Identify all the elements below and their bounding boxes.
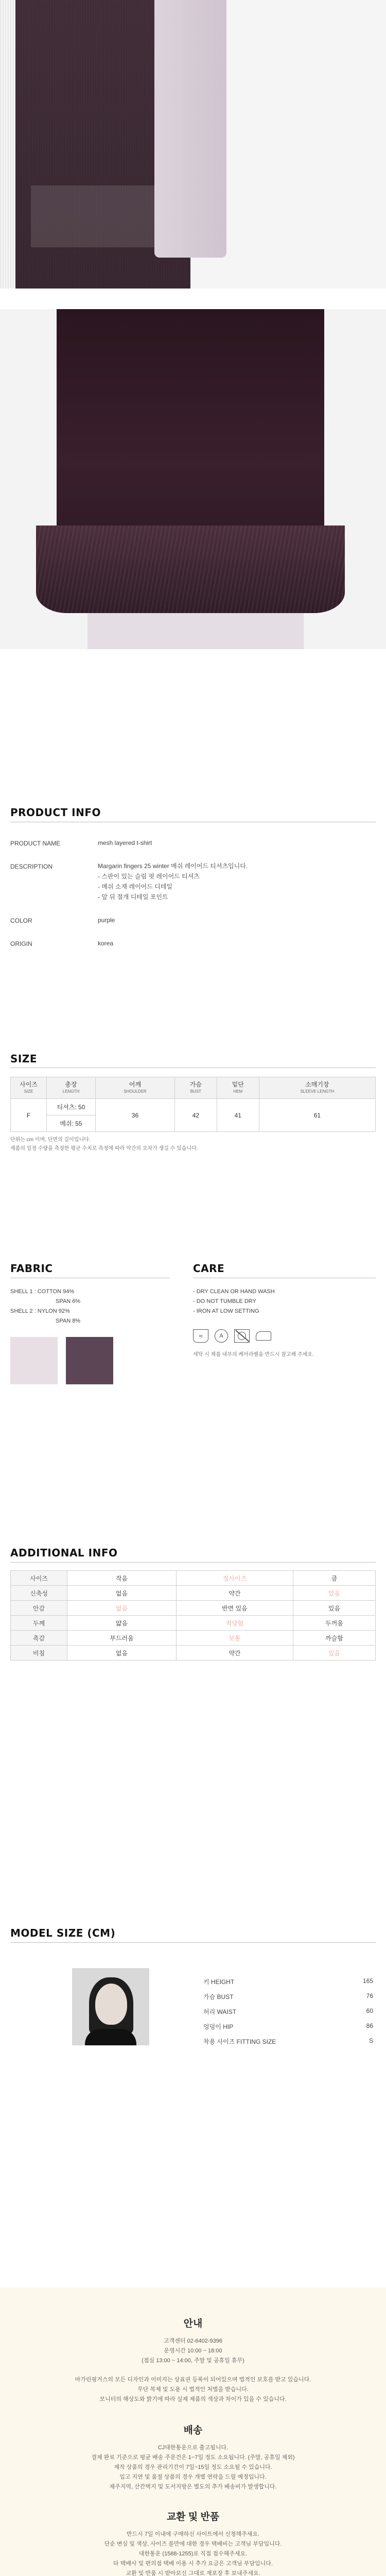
care-note: 세탁 시 제품 내부의 케어라벨을 반드시 참고해 주세요. <box>193 1352 314 1358</box>
additional-info-option: 적당함 <box>176 1616 293 1631</box>
additional-info-option: 반면 있음 <box>176 1601 293 1616</box>
fabric-title: FABRIC <box>10 1262 53 1275</box>
additional-info-option: 없음 <box>67 1601 177 1616</box>
additional-info-row <box>11 1646 376 1660</box>
additional-info-option: 약간 <box>176 1586 293 1601</box>
size-note: 제품의 일정 수량을 측정한 평균 수치로 측정에 따라 약간의 오차가 생길 수 있습니다. <box>10 1146 198 1151</box>
fabric-line: SPAN 8% <box>56 1318 81 1324</box>
sleeve-value: 61 <box>259 1099 375 1132</box>
additional-info-option: 있음 <box>293 1601 375 1616</box>
additional-info-option: 없음 <box>67 1586 177 1601</box>
exchange-title: 교환 및 반품 <box>166 2512 220 2522</box>
length-value: 메쉬: 55 <box>47 1115 96 1132</box>
additional-info-option: 약간 <box>176 1646 293 1660</box>
model-row: 가슴 BUST 76 <box>203 1992 373 2001</box>
sleeve <box>154 0 226 258</box>
divider <box>10 1942 376 1943</box>
info-value: korea <box>98 940 114 947</box>
bust-value: 42 <box>174 1099 217 1132</box>
fabric-swatch-shell-2 <box>66 1337 113 1384</box>
size-header: 사이즈 SIZE <box>11 1077 47 1099</box>
additional-info-option: 두꺼움 <box>293 1616 375 1631</box>
size-title: SIZE <box>10 1053 38 1065</box>
mesh-texture <box>36 526 345 613</box>
sleeve-header: 소매기장 SLEEVE LENGTH <box>259 1077 375 1099</box>
model-photo <box>72 1968 149 2045</box>
additional-info-table <box>10 1570 376 1660</box>
fabric-line: SHELL 2 : NYLON 92% <box>10 1308 70 1314</box>
additional-info-label: 안감 <box>11 1601 67 1616</box>
shoulder-value: 36 <box>96 1099 175 1132</box>
product-photo-1 <box>0 0 386 289</box>
hem-header: 밑단 HEM <box>217 1077 259 1099</box>
care-line: - DRY CLEAN OR HAND WASH <box>193 1289 275 1295</box>
dry-clean-icon: A <box>215 1329 228 1343</box>
info-label: ORIGIN <box>10 940 32 947</box>
size-value: F <box>11 1099 47 1132</box>
additional-info-option: 보통 <box>176 1631 293 1646</box>
additional-info-row <box>11 1601 376 1616</box>
additional-info-option: 작음 <box>67 1571 177 1586</box>
divider <box>10 1067 376 1068</box>
guide-title: 안내 <box>183 2318 203 2329</box>
model-row: 허리 WAIST 60 <box>203 2007 373 2015</box>
additional-info-option: 없음 <box>67 1646 177 1660</box>
size-note: 단위는 cm 이며, 단면의 길이입니다. <box>10 1137 91 1143</box>
additional-info-option: 있음 <box>293 1586 375 1601</box>
additional-info-label: 비침 <box>11 1646 67 1660</box>
info-label: COLOR <box>10 917 32 924</box>
info-value: purple <box>98 917 115 924</box>
size-table <box>10 1077 376 1132</box>
length-value: 티셔츠: 50 <box>47 1099 96 1115</box>
additional-info-row <box>11 1571 376 1586</box>
hand-wash-icon: ≈ <box>193 1329 208 1343</box>
fabric-line: SPAN 6% <box>56 1298 81 1304</box>
guide-text: 고객센터 02-6402-9396 운영시간 10:00 ~ 18:00 (점심 13:00 ~ 14:00, 주말 및 공휴일 휴무) <box>142 2338 244 2364</box>
care-line: - IRON AT LOW SETTING <box>193 1308 259 1314</box>
shoulder-header: 어깨 SHOULDER <box>96 1077 175 1099</box>
product-info-title: PRODUCT INFO <box>10 806 101 819</box>
iron-low-icon <box>256 1329 271 1343</box>
info-value: Margarin fingers 25 winter 메쉬 레이어드 티셔츠입니다. - 스판이 있는 슬림 핏 레이어드 티셔츠 - 메쉬 소재 레이어드 디테일 - 앞 뒤 절개 디테일 포인트 <box>98 862 248 901</box>
mesh-hem <box>31 185 165 247</box>
model-size-list <box>203 1977 373 2052</box>
additional-info-label: 신축성 <box>11 1586 67 1601</box>
info-value: mesh layered t-shirt <box>98 839 152 846</box>
additional-info-option: 있음 <box>293 1646 375 1660</box>
additional-info-option: 얇음 <box>67 1616 177 1631</box>
model-shirt <box>85 2029 136 2045</box>
additional-info-row <box>11 1616 376 1631</box>
additional-info-title: ADDITIONAL INFO <box>10 1547 118 1559</box>
model-row: 착용 사이즈 FITTING SIZE S <box>203 2037 373 2045</box>
exchange-text: 반드시 7일 이내에 구매하신 사이트에서 신청해주세요. 단순 변심 및 색상, 사이즈 불만에 대한 경우 택배비는 고객님 부담입니다. 대한통운 (1588-1255)로 직접 접수해주세요. 타 택배사 및 편의점 택배 이용 시 추가 요금은 고객님 부담입니다. 교환 및 반품 시 받아보신 그대로 재포장 후 보내주세요. <box>104 2531 282 2576</box>
divider <box>10 1562 376 1563</box>
additional-info-label: 두께 <box>11 1616 67 1631</box>
care-title: CARE <box>193 1262 225 1275</box>
model-row: 엉덩이 HIP 86 <box>203 2022 373 2030</box>
guide-text-copyright: 마가린핑거스의 모든 디자인과 이미지는 상표권 등록이 되어있으며 법적인 보호를 받고 있습니다. 무단 복제 및 도용 시 법적인 처벌을 받습니다. 모니터의 해상도와 밝기에 따라 실제 제품의 색상과 차이가 있을 수 있습니다. <box>75 2377 311 2402</box>
info-label: PRODUCT NAME <box>10 840 61 847</box>
model-size-title: MODEL SIZE (CM) <box>10 1927 116 1939</box>
shipping-title: 배송 <box>183 2425 203 2436</box>
length-header: 총장 LENGTH <box>47 1077 96 1099</box>
additional-info-option: 까슬함 <box>293 1631 375 1646</box>
additional-info-option: 정사이즈 <box>176 1571 293 1586</box>
product-photo-2 <box>0 309 386 649</box>
info-label: DESCRIPTION <box>10 863 53 870</box>
fabric-swatch-shell-1 <box>10 1337 58 1384</box>
fabric-line: SHELL 1 : COTTON 94% <box>10 1289 75 1295</box>
additional-info-label: 촉감 <box>11 1631 67 1646</box>
model-face <box>95 1984 127 2025</box>
shipping-text: CJ대한통운으로 출고됩니다. 결제 완료 기준으로 평균 배송 주문건은 1~7일 정도 소요됩니다. (주말, 공휴일 제외) 제작 상품의 경우 관리기간이 7일~15일 정도 소요될 수 있습니다. 입고 지연 및 품절 상품의 경우 개별 연락을 드릴 예정입니다. 제주지역, 산간벽지 및 도서지방은 별도의 추가 배송비가 발생합니다. <box>91 2445 295 2490</box>
additional-info-label: 사이즈 <box>11 1571 67 1586</box>
no-tumble-dry-icon <box>234 1329 250 1343</box>
additional-info-option: 큼 <box>293 1571 375 1586</box>
care-icons <box>193 1329 271 1343</box>
care-line: - DO NOT TUMBLE DRY <box>193 1298 256 1304</box>
model-row: 키 HEIGHT 165 <box>203 1977 373 1986</box>
hem-value: 41 <box>217 1099 259 1132</box>
additional-info-row <box>11 1586 376 1601</box>
additional-info-option: 부드러움 <box>67 1631 177 1646</box>
bust-header: 가슴 BUST <box>174 1077 217 1099</box>
notice-section <box>0 2287 386 2576</box>
additional-info-row <box>11 1631 376 1646</box>
